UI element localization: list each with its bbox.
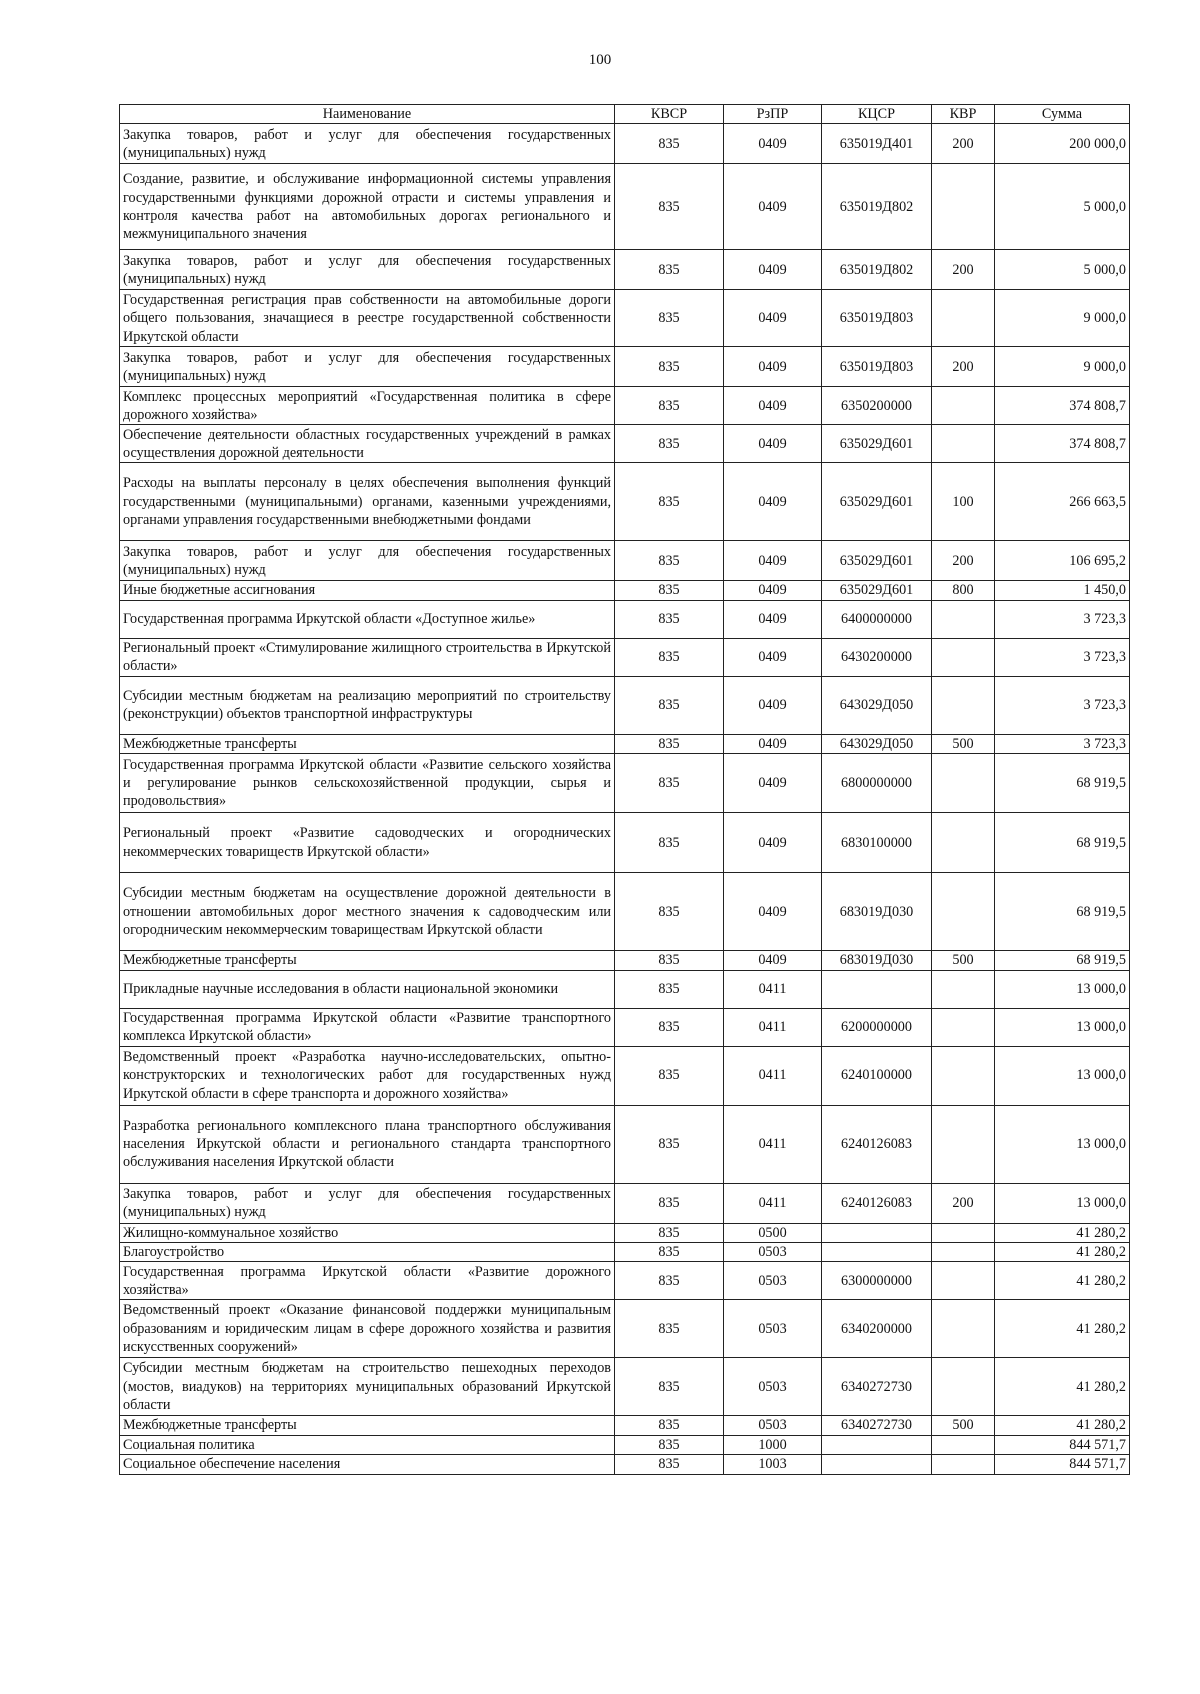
cell-kcsr: 6350200000 xyxy=(822,387,932,425)
cell-kvsr: 835 xyxy=(615,676,724,734)
cell-sum: 5 000,0 xyxy=(995,250,1130,290)
table-row xyxy=(120,164,1130,250)
cell-sum: 41 280,2 xyxy=(995,1243,1130,1262)
cell-sum: 13 000,0 xyxy=(995,1046,1130,1105)
cell-sum: 374 808,7 xyxy=(995,387,1130,425)
cell-kcsr: 635019Д802 xyxy=(822,250,932,290)
cell-sum: 13 000,0 xyxy=(995,970,1130,1008)
cell-name: Жилищно-коммунальное хозяйство xyxy=(120,1223,615,1242)
cell-name: Субсидии местным бюджетам на реализацию мероприятий по строительству (реконструкции) объектов транспортной инфраструктуры xyxy=(120,676,615,734)
table-row xyxy=(120,347,1130,387)
cell-sum: 3 723,3 xyxy=(995,638,1130,676)
header-kcsr: КЦСР xyxy=(822,105,932,124)
table-row xyxy=(120,754,1130,813)
cell-kvsr: 835 xyxy=(615,1046,724,1105)
cell-kvsr: 835 xyxy=(615,164,724,250)
cell-kvr: 500 xyxy=(932,1416,995,1435)
cell-name: Создание, развитие, и обслуживание информационной системы управления государственными функциями дорожной отрасти и системы управления и контроля качества работ на автомобильных дорогах регионального и межмуниципального значения xyxy=(120,164,615,250)
cell-rzpr: 0409 xyxy=(724,425,822,463)
header-kvsr: КВСР xyxy=(615,105,724,124)
table-row xyxy=(120,1262,1130,1300)
table-row xyxy=(120,1243,1130,1262)
cell-rzpr: 0411 xyxy=(724,1105,822,1183)
table-row xyxy=(120,1223,1130,1242)
cell-kvr xyxy=(932,1455,995,1474)
table-row xyxy=(120,124,1130,164)
cell-rzpr: 0409 xyxy=(724,676,822,734)
table-row xyxy=(120,387,1130,425)
cell-rzpr: 0409 xyxy=(724,290,822,347)
cell-kvsr: 835 xyxy=(615,951,724,970)
cell-name: Иные бюджетные ассигнования xyxy=(120,581,615,600)
cell-kcsr: 683019Д030 xyxy=(822,873,932,951)
cell-kvsr: 835 xyxy=(615,1300,724,1358)
cell-name: Государственная программа Иркутской области «Развитие транспортного комплекса Иркутской области» xyxy=(120,1008,615,1046)
cell-kvsr: 835 xyxy=(615,1223,724,1242)
cell-kcsr: 6340272730 xyxy=(822,1358,932,1416)
table-row xyxy=(120,250,1130,290)
cell-rzpr: 1003 xyxy=(724,1455,822,1474)
cell-kcsr: 6240126083 xyxy=(822,1105,932,1183)
cell-kcsr: 635019Д802 xyxy=(822,164,932,250)
cell-kvsr: 835 xyxy=(615,754,724,813)
cell-kvsr: 835 xyxy=(615,1183,724,1223)
cell-name: Государственная программа Иркутской области «Развитие сельского хозяйства и регулирование рынков сельскохозяйственной продукции, сырья и продовольствия» xyxy=(120,754,615,813)
cell-sum: 41 280,2 xyxy=(995,1358,1130,1416)
cell-rzpr: 0503 xyxy=(724,1358,822,1416)
cell-kcsr: 635019Д803 xyxy=(822,347,932,387)
cell-kcsr: 635029Д601 xyxy=(822,541,932,581)
cell-sum: 106 695,2 xyxy=(995,541,1130,581)
cell-rzpr: 0503 xyxy=(724,1243,822,1262)
cell-sum: 13 000,0 xyxy=(995,1183,1130,1223)
cell-rzpr: 0409 xyxy=(724,541,822,581)
cell-kvsr: 835 xyxy=(615,387,724,425)
table-row xyxy=(120,425,1130,463)
cell-kcsr: 635029Д601 xyxy=(822,463,932,541)
header-rzpr: РзПР xyxy=(724,105,822,124)
cell-name: Межбюджетные трансферты xyxy=(120,1416,615,1435)
cell-kvsr: 835 xyxy=(615,638,724,676)
cell-kvr: 200 xyxy=(932,347,995,387)
cell-kcsr xyxy=(822,970,932,1008)
cell-rzpr: 0503 xyxy=(724,1262,822,1300)
cell-kvr xyxy=(932,1435,995,1454)
cell-kvr xyxy=(932,290,995,347)
table-row xyxy=(120,638,1130,676)
cell-name: Прикладные научные исследования в области национальной экономики xyxy=(120,970,615,1008)
cell-kvsr: 835 xyxy=(615,1105,724,1183)
cell-kvsr: 835 xyxy=(615,734,724,753)
cell-kvr: 100 xyxy=(932,463,995,541)
cell-kvr: 500 xyxy=(932,951,995,970)
cell-rzpr: 0409 xyxy=(724,951,822,970)
table-row xyxy=(120,676,1130,734)
table-row xyxy=(120,1455,1130,1474)
cell-rzpr: 0503 xyxy=(724,1300,822,1358)
cell-kvr xyxy=(932,1358,995,1416)
table-row xyxy=(120,1300,1130,1358)
table-row xyxy=(120,600,1130,638)
cell-kvsr: 835 xyxy=(615,250,724,290)
cell-sum: 41 280,2 xyxy=(995,1223,1130,1242)
cell-name: Обеспечение деятельности областных государственных учреждений в рамках осуществления дорожной деятельности xyxy=(120,425,615,463)
cell-sum: 41 280,2 xyxy=(995,1262,1130,1300)
cell-rzpr: 0409 xyxy=(724,124,822,164)
cell-name: Ведомственный проект «Оказание финансовой поддержки муниципальным образованиям и юридическим лицам в сфере дорожного хозяйства и развития искусственных сооружений» xyxy=(120,1300,615,1358)
table-row xyxy=(120,970,1130,1008)
cell-kcsr xyxy=(822,1243,932,1262)
cell-kvr xyxy=(932,1300,995,1358)
cell-rzpr: 0409 xyxy=(724,250,822,290)
table-body xyxy=(120,124,1130,1474)
cell-rzpr: 0411 xyxy=(724,1008,822,1046)
cell-kcsr: 635029Д601 xyxy=(822,581,932,600)
cell-rzpr: 0411 xyxy=(724,1046,822,1105)
cell-kvsr: 835 xyxy=(615,124,724,164)
cell-kvsr: 835 xyxy=(615,463,724,541)
cell-kvsr: 835 xyxy=(615,600,724,638)
cell-kcsr: 6340272730 xyxy=(822,1416,932,1435)
cell-sum: 3 723,3 xyxy=(995,676,1130,734)
cell-name: Закупка товаров, работ и услуг для обеспечения государственных (муниципальных) нужд xyxy=(120,347,615,387)
cell-sum: 844 571,7 xyxy=(995,1435,1130,1454)
cell-kvsr: 835 xyxy=(615,1455,724,1474)
cell-kvr xyxy=(932,1262,995,1300)
cell-name: Государственная программа Иркутской области «Развитие дорожного хозяйства» xyxy=(120,1262,615,1300)
cell-sum: 844 571,7 xyxy=(995,1455,1130,1474)
cell-name: Социальная политика xyxy=(120,1435,615,1454)
cell-rzpr: 0409 xyxy=(724,347,822,387)
cell-kvr xyxy=(932,1046,995,1105)
cell-name: Межбюджетные трансферты xyxy=(120,951,615,970)
cell-kvsr: 835 xyxy=(615,1416,724,1435)
cell-sum: 3 723,3 xyxy=(995,600,1130,638)
table-header-row xyxy=(120,105,1130,124)
cell-kvr xyxy=(932,1105,995,1183)
cell-kvr: 200 xyxy=(932,1183,995,1223)
cell-kvsr: 835 xyxy=(615,425,724,463)
cell-rzpr: 0409 xyxy=(724,638,822,676)
cell-kcsr: 643029Д050 xyxy=(822,734,932,753)
budget-table xyxy=(119,104,1130,1475)
table-row xyxy=(120,1435,1130,1454)
cell-sum: 3 723,3 xyxy=(995,734,1130,753)
cell-rzpr: 0409 xyxy=(724,873,822,951)
table-row xyxy=(120,1416,1130,1435)
cell-sum: 13 000,0 xyxy=(995,1008,1130,1046)
cell-sum: 266 663,5 xyxy=(995,463,1130,541)
cell-name: Закупка товаров, работ и услуг для обеспечения государственных (муниципальных) нужд xyxy=(120,1183,615,1223)
cell-rzpr: 1000 xyxy=(724,1435,822,1454)
cell-name: Закупка товаров, работ и услуг для обеспечения государственных (муниципальных) нужд xyxy=(120,124,615,164)
cell-name: Государственная программа Иркутской области «Доступное жилье» xyxy=(120,600,615,638)
cell-sum: 374 808,7 xyxy=(995,425,1130,463)
header-kvr: КВР xyxy=(932,105,995,124)
cell-name: Закупка товаров, работ и услуг для обеспечения государственных (муниципальных) нужд xyxy=(120,541,615,581)
cell-sum: 1 450,0 xyxy=(995,581,1130,600)
cell-kvr xyxy=(932,1243,995,1262)
table-row xyxy=(120,1008,1130,1046)
cell-kcsr: 6240100000 xyxy=(822,1046,932,1105)
table-row xyxy=(120,581,1130,600)
cell-kvr: 500 xyxy=(932,734,995,753)
cell-kcsr: 6240126083 xyxy=(822,1183,932,1223)
cell-kvr xyxy=(932,387,995,425)
cell-sum: 68 919,5 xyxy=(995,754,1130,813)
table-row xyxy=(120,1046,1130,1105)
cell-kvr xyxy=(932,813,995,873)
cell-sum: 5 000,0 xyxy=(995,164,1130,250)
cell-rzpr: 0409 xyxy=(724,164,822,250)
cell-rzpr: 0500 xyxy=(724,1223,822,1242)
cell-kcsr: 683019Д030 xyxy=(822,951,932,970)
page-number: 100 xyxy=(588,52,612,68)
cell-name: Межбюджетные трансферты xyxy=(120,734,615,753)
cell-kvr xyxy=(932,970,995,1008)
cell-kvr xyxy=(932,638,995,676)
cell-kcsr: 6300000000 xyxy=(822,1262,932,1300)
table-row xyxy=(120,813,1130,873)
cell-kvsr: 835 xyxy=(615,813,724,873)
cell-sum: 9 000,0 xyxy=(995,290,1130,347)
cell-rzpr: 0409 xyxy=(724,754,822,813)
cell-rzpr: 0409 xyxy=(724,463,822,541)
table-row xyxy=(120,541,1130,581)
cell-kcsr: 6800000000 xyxy=(822,754,932,813)
cell-kcsr: 6340200000 xyxy=(822,1300,932,1358)
cell-kcsr: 6200000000 xyxy=(822,1008,932,1046)
cell-name: Региональный проект «Стимулирование жилищного строительства в Иркутской области» xyxy=(120,638,615,676)
cell-name: Государственная регистрация прав собственности на автомобильные дороги общего пользования, значащиеся в реестре государственной собственности Иркутской области xyxy=(120,290,615,347)
cell-kcsr: 635019Д803 xyxy=(822,290,932,347)
cell-name: Субсидии местным бюджетам на осуществление дорожной деятельности в отношении автомобильных дорог местного значения к садоводческим или огородническим некоммерческим товариществам Иркутской области xyxy=(120,873,615,951)
cell-name: Социальное обеспечение населения xyxy=(120,1455,615,1474)
cell-kvr xyxy=(932,1223,995,1242)
cell-kvr: 200 xyxy=(932,250,995,290)
cell-kcsr xyxy=(822,1455,932,1474)
cell-name: Закупка товаров, работ и услуг для обеспечения государственных (муниципальных) нужд xyxy=(120,250,615,290)
cell-kcsr xyxy=(822,1223,932,1242)
cell-sum: 41 280,2 xyxy=(995,1416,1130,1435)
header-sum: Сумма xyxy=(995,105,1130,124)
cell-kvr: 200 xyxy=(932,124,995,164)
cell-name: Ведомственный проект «Разработка научно-исследовательских, опытно-конструкторских и технологических работ для государственных нужд Иркутской области в сфере транспорта и дорожного хозяйства» xyxy=(120,1046,615,1105)
cell-sum: 68 919,5 xyxy=(995,813,1130,873)
cell-rzpr: 0409 xyxy=(724,581,822,600)
cell-sum: 41 280,2 xyxy=(995,1300,1130,1358)
cell-rzpr: 0411 xyxy=(724,1183,822,1223)
cell-sum: 200 000,0 xyxy=(995,124,1130,164)
cell-kcsr xyxy=(822,1435,932,1454)
cell-kvsr: 835 xyxy=(615,1435,724,1454)
cell-name: Комплекс процессных мероприятий «Государственная политика в сфере дорожного хозяйства» xyxy=(120,387,615,425)
cell-kvr xyxy=(932,676,995,734)
cell-kcsr: 635029Д601 xyxy=(822,425,932,463)
cell-kvsr: 835 xyxy=(615,581,724,600)
cell-kcsr: 635019Д401 xyxy=(822,124,932,164)
cell-kvsr: 835 xyxy=(615,1243,724,1262)
table-row xyxy=(120,951,1130,970)
cell-name: Расходы на выплаты персоналу в целях обеспечения выполнения функций государственными (муниципальными) органами, казенными учреждениями, органами управления государственными внебюджетными фондами xyxy=(120,463,615,541)
cell-name: Субсидии местным бюджетам на строительство пешеходных переходов (мостов, виадуков) на территориях муниципальных образований Иркутской области xyxy=(120,1358,615,1416)
cell-sum: 68 919,5 xyxy=(995,873,1130,951)
cell-rzpr: 0409 xyxy=(724,387,822,425)
cell-kvr xyxy=(932,600,995,638)
cell-rzpr: 0409 xyxy=(724,600,822,638)
cell-kvsr: 835 xyxy=(615,1008,724,1046)
cell-kcsr: 6430200000 xyxy=(822,638,932,676)
table-row xyxy=(120,463,1130,541)
cell-kcsr: 6830100000 xyxy=(822,813,932,873)
table-row xyxy=(120,1183,1130,1223)
cell-kvsr: 835 xyxy=(615,290,724,347)
cell-kvr xyxy=(932,164,995,250)
table-row xyxy=(120,1358,1130,1416)
cell-kvsr: 835 xyxy=(615,970,724,1008)
table-row xyxy=(120,290,1130,347)
cell-kvr xyxy=(932,1008,995,1046)
cell-name: Региональный проект «Развитие садоводческих и огороднических некоммерческих товариществ Иркутской области» xyxy=(120,813,615,873)
cell-kvsr: 835 xyxy=(615,541,724,581)
cell-sum: 68 919,5 xyxy=(995,951,1130,970)
cell-kvsr: 835 xyxy=(615,1358,724,1416)
table-row xyxy=(120,1105,1130,1183)
cell-kvsr: 835 xyxy=(615,347,724,387)
cell-kvr: 800 xyxy=(932,581,995,600)
cell-sum: 9 000,0 xyxy=(995,347,1130,387)
cell-kcsr: 643029Д050 xyxy=(822,676,932,734)
cell-rzpr: 0411 xyxy=(724,970,822,1008)
cell-name: Благоустройство xyxy=(120,1243,615,1262)
cell-kvsr: 835 xyxy=(615,1262,724,1300)
cell-name: Разработка регионального комплексного плана транспортного обслуживания населения Иркутской области и регионального стандарта транспортного обслуживания населения Иркутской области xyxy=(120,1105,615,1183)
cell-kvr xyxy=(932,425,995,463)
cell-kvr: 200 xyxy=(932,541,995,581)
header-name: Наименование xyxy=(120,105,615,124)
cell-rzpr: 0409 xyxy=(724,734,822,753)
cell-rzpr: 0409 xyxy=(724,813,822,873)
cell-kcsr: 6400000000 xyxy=(822,600,932,638)
cell-rzpr: 0503 xyxy=(724,1416,822,1435)
table-row xyxy=(120,734,1130,753)
table-row xyxy=(120,873,1130,951)
cell-kvr xyxy=(932,873,995,951)
cell-kvr xyxy=(932,754,995,813)
cell-kvsr: 835 xyxy=(615,873,724,951)
cell-sum: 13 000,0 xyxy=(995,1105,1130,1183)
